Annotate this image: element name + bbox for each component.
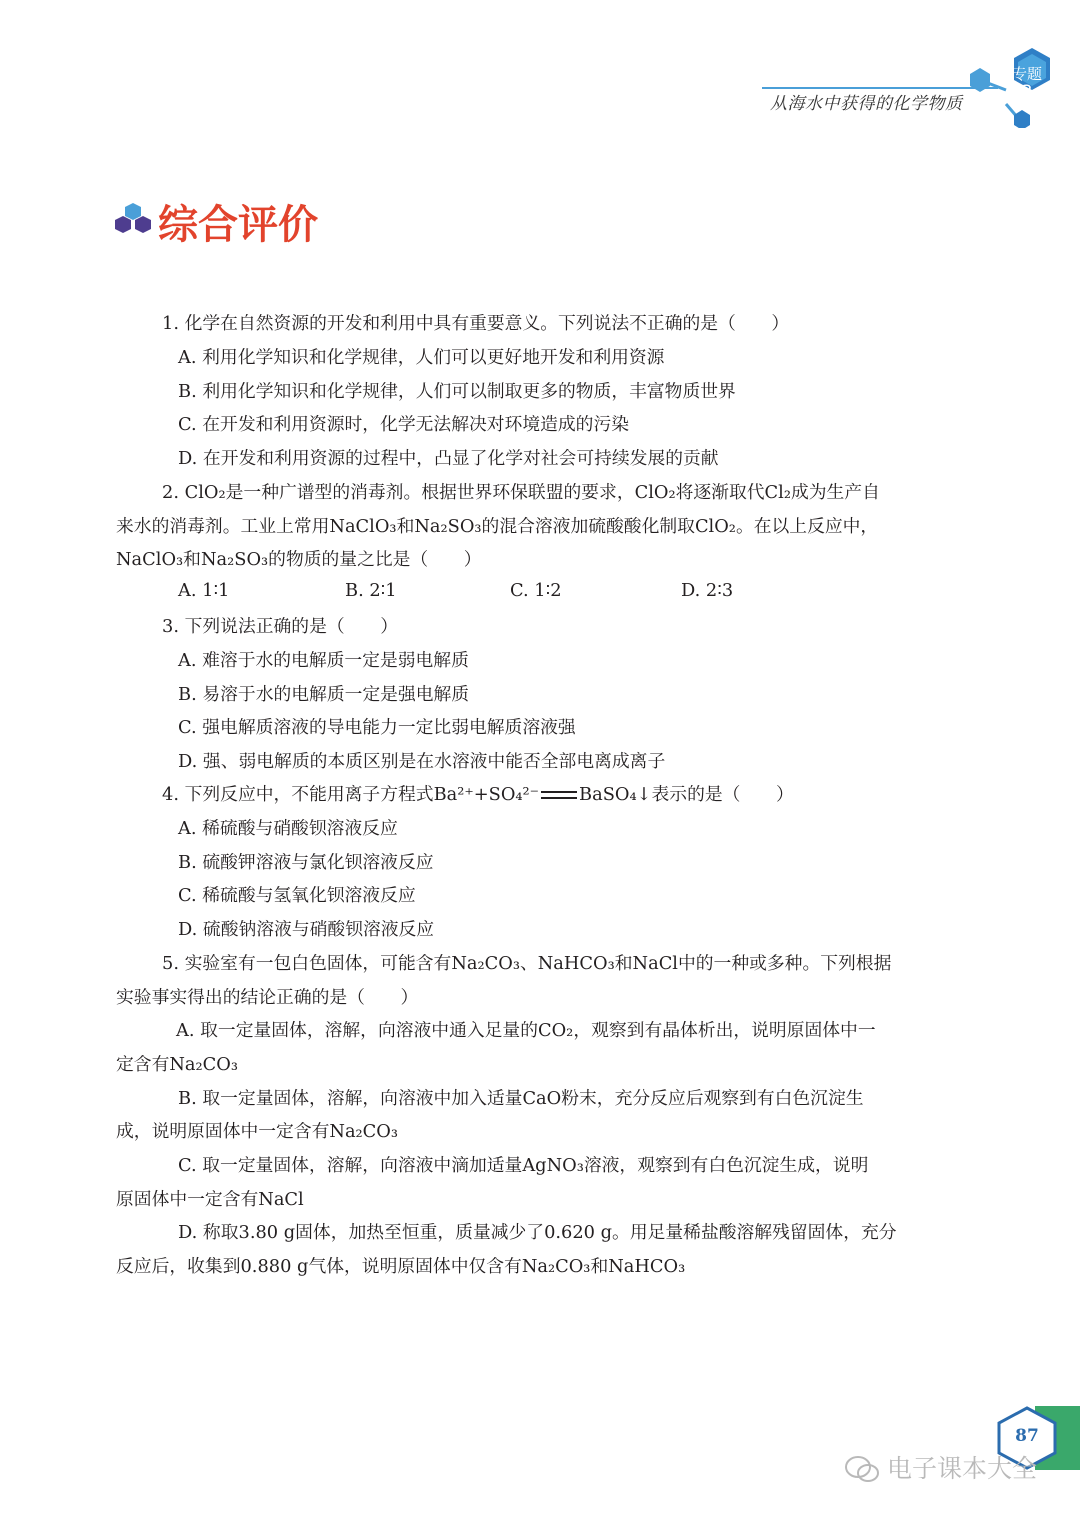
formula-na2co3: Na₂CO₃	[521, 1256, 591, 1277]
q1-option-b: B. 利用化学知识和化学规律，人们可以制取更多的物质，丰富物质世界	[178, 381, 736, 402]
q5-text: B. 取一定量固体，溶解，向溶液中加入适量	[178, 1088, 523, 1109]
q5-text: 溶液，观察到有白色沉淀生成，说明	[583, 1155, 869, 1176]
q5-option-a-line1	[176, 1017, 876, 1042]
q5-option-c-line1	[178, 1152, 868, 1177]
q2-stem-line1	[162, 479, 880, 504]
watermark	[845, 1449, 1037, 1485]
q1-option-d: D. 在开发和利用资源的过程中，凸显了化学对社会可持续发展的贡献	[178, 448, 719, 469]
q5-text: 和	[614, 953, 633, 974]
chapter-subtitle: 从海水中获得的化学物质	[770, 94, 963, 114]
formula-cao: CaO	[522, 1088, 562, 1109]
formula-co2: CO₂	[538, 1020, 574, 1041]
formula-nahco3: NaHCO₃	[537, 953, 615, 974]
q5-option-d-line2	[116, 1253, 685, 1278]
q4-stem	[162, 781, 794, 806]
q5-option-d-line1	[178, 1219, 897, 1244]
q2-text: 的物质的量之比是（ ）	[268, 549, 482, 570]
topic-label: 专题	[1011, 65, 1042, 83]
q5-text: 固体，加热至恒重，质量减少了	[295, 1222, 545, 1243]
q3-stem: 3. 下列说法正确的是（ ）	[162, 616, 398, 637]
q5-text: 粉末，充分反应后观察到有白色沉淀生	[561, 1088, 864, 1109]
q2-text: 和	[396, 516, 415, 537]
q5-option-a-line2	[116, 1051, 238, 1076]
q3-option-c: C. 强电解质溶液的导电能力一定比弱电解质溶液强	[178, 717, 576, 738]
q4-option-b: B. 硫酸钾溶液与氯化钡溶液反应	[178, 852, 434, 873]
gas-mass: 0.880 g	[240, 1256, 309, 1277]
formula-clo2: ClO₂	[634, 482, 676, 503]
q5-text: 定含有	[116, 1054, 170, 1075]
q2-text: 来水的消毒剂。工业上常用	[116, 516, 330, 537]
q5-option-c-line2	[116, 1186, 304, 1211]
q5-option-b-line2	[116, 1118, 398, 1143]
q4-option-d: D. 硫酸钠溶液与硝酸钡溶液反应	[178, 919, 435, 940]
q1-option-a: A. 利用化学知识和化学规律，人们可以更好地开发和利用资源	[178, 347, 665, 368]
q3-option-d: D. 强、弱电解质的本质区别是在水溶液中能否全部电离成离子	[178, 751, 666, 772]
q5-text: 和	[590, 1256, 609, 1277]
formula-na2so3: Na₂SO₃	[200, 549, 269, 570]
q5-text: 5. 实验室有一包白色固体，可能含有	[162, 953, 452, 974]
q5-text: D. 称取	[178, 1222, 239, 1243]
formula-na2co3: Na₂CO₃	[451, 953, 520, 974]
formula-nacl: NaCl	[632, 953, 678, 974]
q5-text: 原固体中一定含有	[116, 1189, 259, 1210]
q4-option-a: A. 稀硫酸与硝酸钡溶液反应	[178, 818, 398, 839]
formula-na2so3: Na₂SO₃	[414, 516, 482, 537]
q2-number: 2.	[162, 482, 179, 503]
mass-loss: 0.620 g	[544, 1222, 613, 1243]
topic-number: 3	[1021, 82, 1033, 102]
formula-naclo3: NaClO₃	[329, 516, 397, 537]
topic-badge	[1002, 62, 1052, 108]
q5-text: A. 取一定量固体，溶解，向溶液中通入足量的	[176, 1020, 538, 1041]
q3-option-b: B. 易溶于水的电解质一定是强电解质	[178, 684, 470, 705]
formula-naclo3: NaClO₃	[116, 549, 184, 570]
q2-option-b: B. 2∶1	[345, 580, 397, 601]
formula-ion-right: BaSO₄↓	[579, 784, 652, 805]
formula-na2co3: Na₂CO₃	[329, 1121, 398, 1142]
q5-stem-line2: 实验事实得出的结论正确的是（ ）	[116, 987, 419, 1008]
q2-option-c: C. 1∶2	[510, 580, 562, 601]
q2-text: 成为生产自	[790, 482, 880, 503]
q5-text: 、	[519, 953, 538, 974]
q5-text: 气体，说明原固体中仅含有	[308, 1256, 522, 1277]
q5-text: 中的一种或多种。下列根据	[677, 953, 892, 974]
formula-nahco3: NaHCO₃	[608, 1256, 686, 1277]
cube-cluster-icon	[114, 203, 152, 233]
q2-text: 和	[183, 549, 201, 570]
section-title: 综合评价	[158, 202, 318, 248]
page-number: 87	[1015, 1426, 1039, 1446]
q3-option-a: A. 难溶于水的电解质一定是弱电解质	[178, 650, 469, 671]
q2-text: 。在以上反应中，	[735, 516, 879, 537]
formula-cl2: Cl₂	[764, 482, 791, 503]
formula-ion-left: Ba²⁺+SO₄²⁻	[433, 784, 540, 805]
chat-bubble-icon	[845, 1456, 879, 1484]
formula-nacl: NaCl	[258, 1189, 304, 1210]
q2-text: 是一种广谱型的消毒剂。根据世界环保联盟的要求，	[225, 482, 635, 503]
q4-option-c: C. 稀硫酸与氢氧化钡溶液反应	[178, 885, 416, 906]
q2-option-d: D. 2∶3	[681, 580, 734, 601]
equals-sign	[541, 791, 577, 799]
formula-clo2: ClO₂	[694, 516, 736, 537]
q4-text: 4. 下列反应中，不能用离子方程式	[162, 784, 434, 805]
q5-text: 。用足量稀盐酸溶解残留固体，充分	[612, 1222, 897, 1243]
formula-agno3: AgNO₃	[522, 1155, 584, 1176]
formula-clo2: ClO₂	[184, 482, 226, 503]
mass-sample: 3.80 g	[238, 1222, 296, 1243]
q2-stem-line2	[116, 513, 878, 538]
q2-stem-line3	[116, 546, 482, 571]
formula-na2co3: Na₂CO₃	[169, 1054, 238, 1075]
q2-text: 将逐渐取代	[675, 482, 765, 503]
q5-text: C. 取一定量固体，溶解，向溶液中滴加适量	[178, 1155, 523, 1176]
q5-text: 反应后，收集到	[116, 1256, 241, 1277]
q1-option-c: C. 在开发和利用资源时，化学无法解决对环境造成的污染	[178, 414, 630, 435]
q4-text: 表示的是（ ）	[651, 784, 794, 805]
q5-stem-line1	[162, 950, 891, 975]
q5-option-b-line1	[178, 1085, 864, 1110]
q2-text: 的混合溶液加硫酸酸化制取	[481, 516, 695, 537]
q2-option-a: A. 1∶1	[178, 580, 230, 601]
q5-text: ，观察到有晶体析出，说明原固体中一	[573, 1020, 876, 1041]
watermark-text: 电子课本大全	[887, 1454, 1038, 1483]
q5-text: 成，说明原固体中一定含有	[116, 1121, 330, 1142]
q1-stem: 1. 化学在自然资源的开发和利用中具有重要意义。下列说法不正确的是（ ）	[162, 313, 790, 334]
